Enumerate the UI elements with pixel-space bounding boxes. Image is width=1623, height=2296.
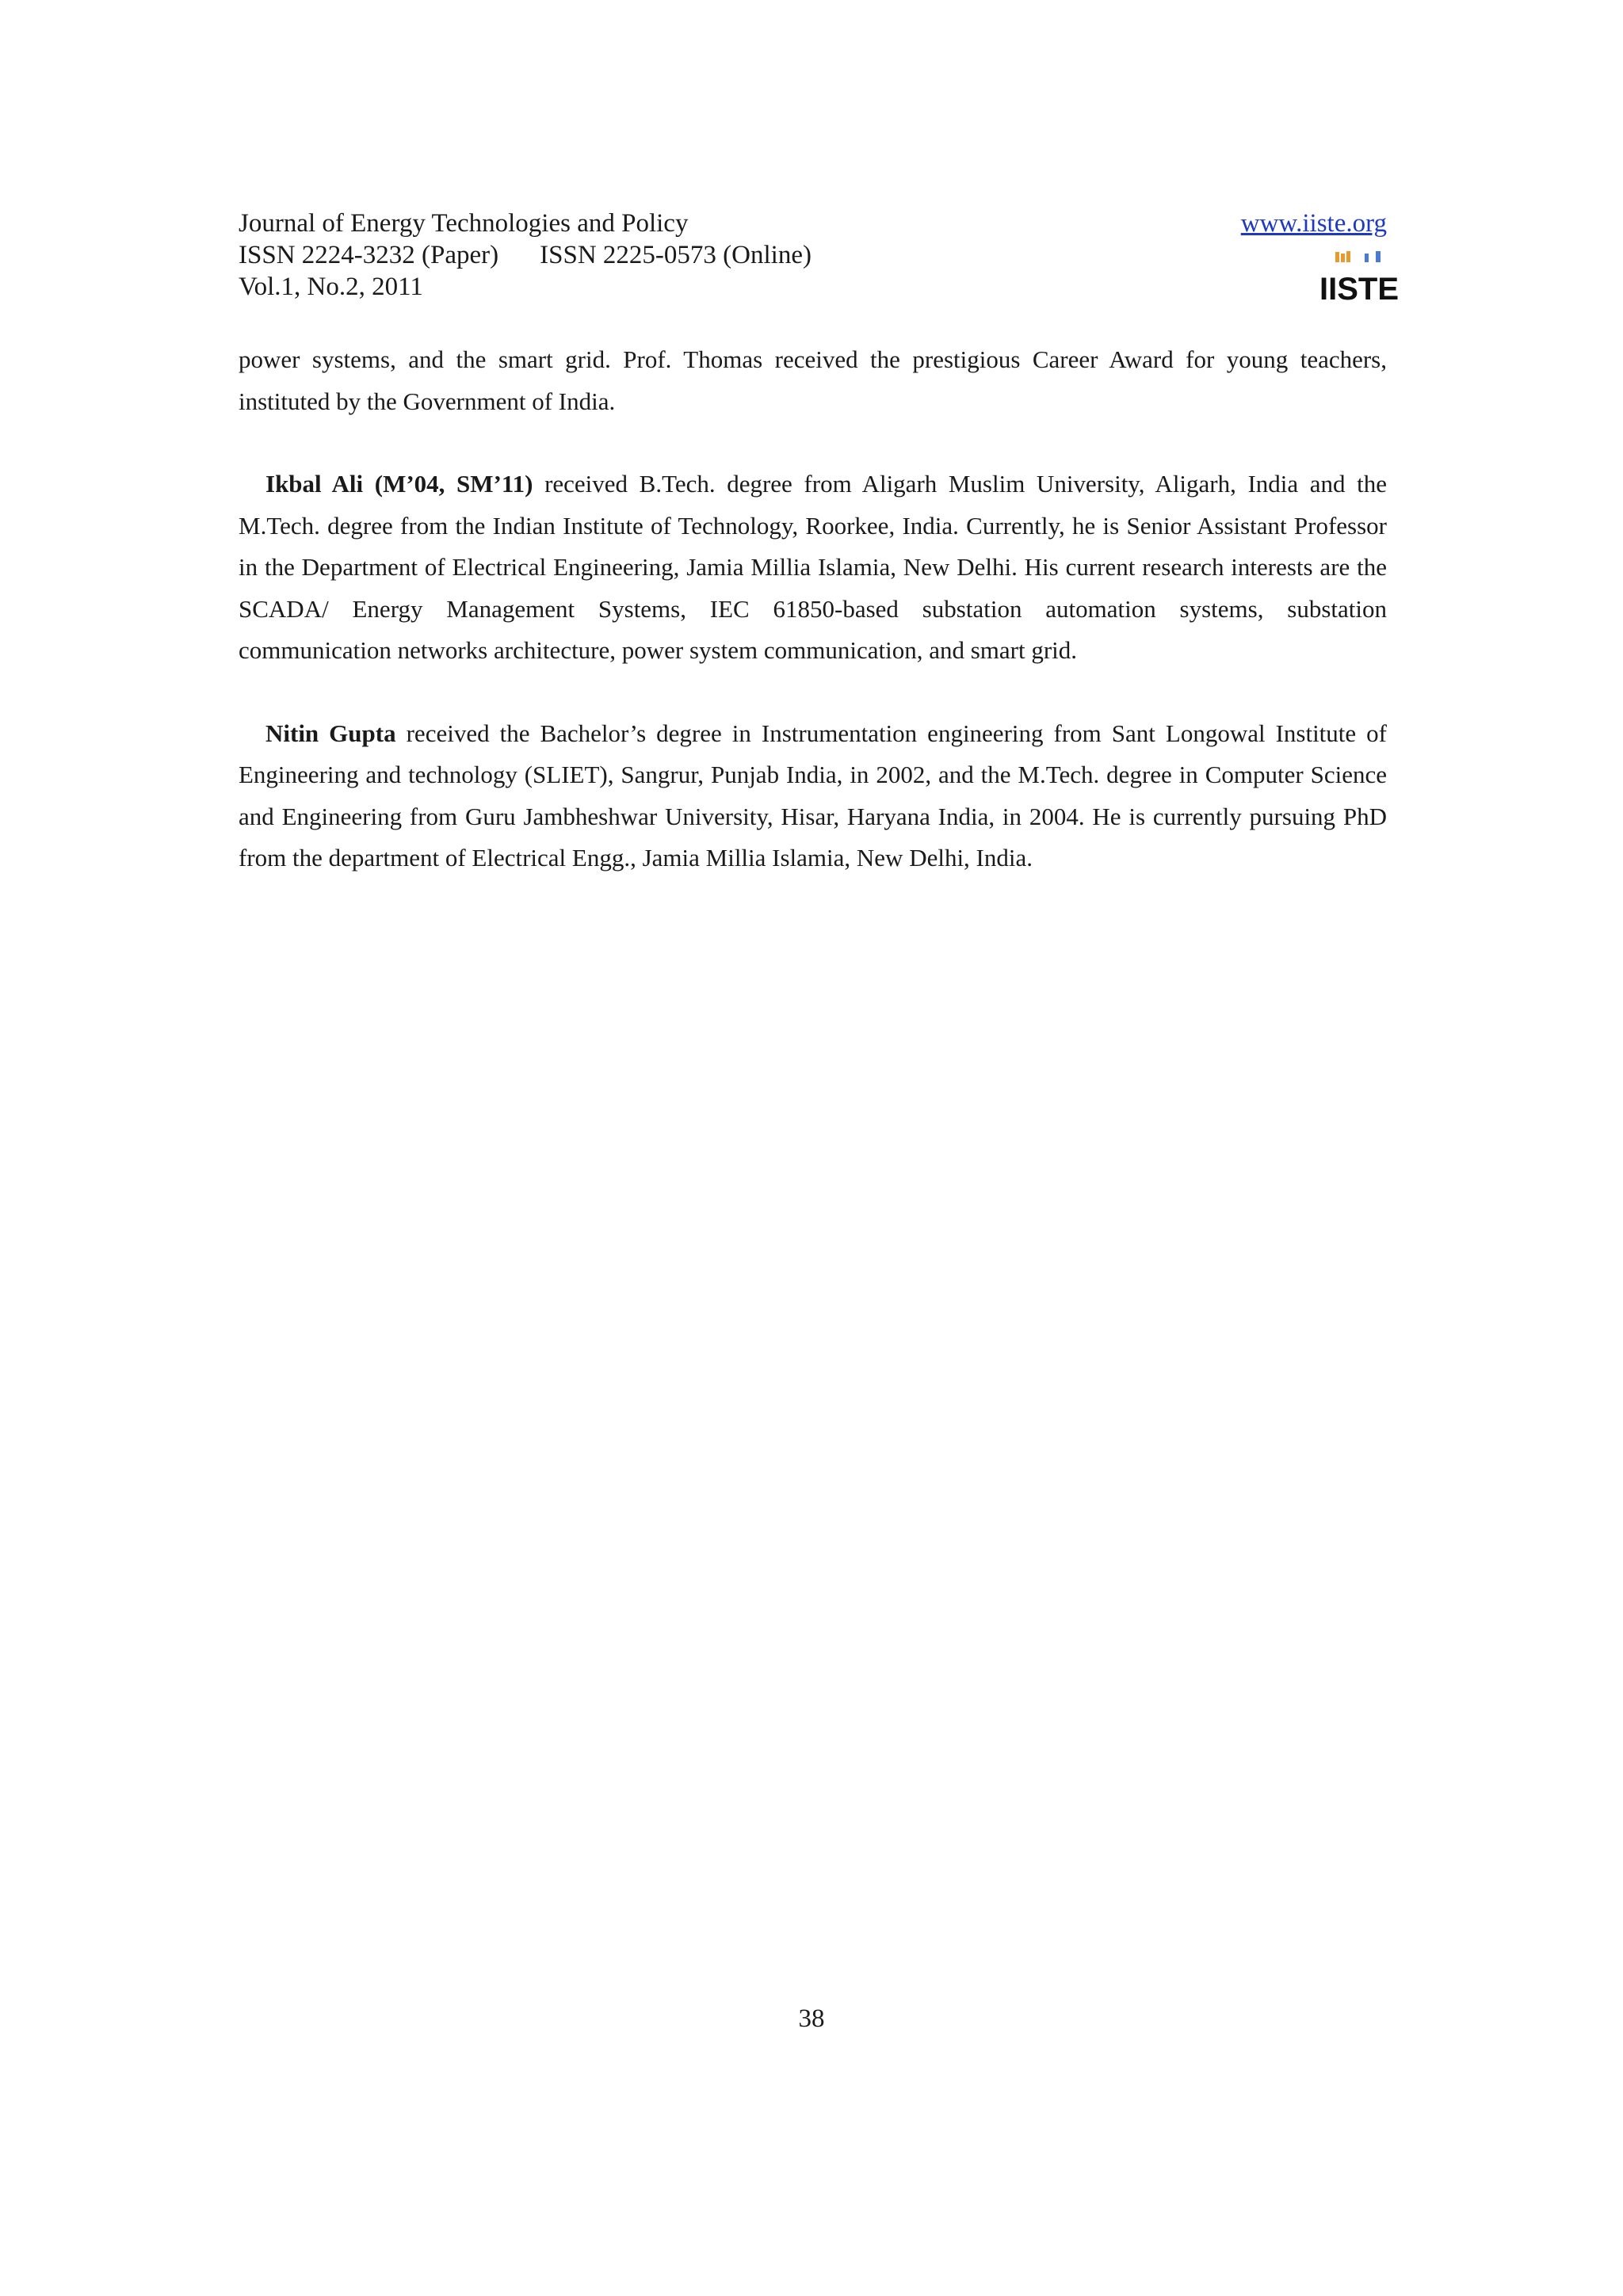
issn-online: ISSN 2225-0573 (Online)	[540, 241, 812, 269]
website-link[interactable]: www.iiste.org	[1240, 209, 1387, 238]
biography-continuation: power systems, and the smart grid. Prof. Thomas received the prestigious Career Award for young teachers, instituted by the Government of India.	[239, 345, 1387, 415]
issn-paper: ISSN 2224-3232 (Paper)	[239, 241, 499, 269]
biography-text: received B.Tech. degree from Aligarh Muslim University, Aligarh, India and the M.Tech. degree from the Indian Institute of Technology, Roorkee, India. Currently, he is Senior Assistant Professor in the Department of Electrical Engineering, Jamia Millia Islamia, New Delhi. His current research interests are the SCADA/ Energy Management Systems, IEC 61850-based substation automation systems, substation communication networks architecture, power system communication, and smart grid.	[239, 470, 1388, 664]
biography-text: received the Bachelor’s degree in Instrumentation engineering from Sant Longowal Institute of Engineering and technology (SLIET), Sangrur, Punjab India, in 2002, and the M.Tech. degree in Computer Science and Engineering from Guru Jambheshwar University, Hisar, Haryana India, in 2004. He is currently pursuing PhD from the department of Electrical Engg., Jamia Millia Islamia, New Delhi, India.	[239, 719, 1387, 871]
biography-section	[239, 339, 1387, 879]
journal-title: Journal of Energy Technologies and Policy	[239, 209, 689, 238]
logo-text: IISTE	[1319, 272, 1400, 307]
page-number: 38	[798, 2004, 825, 2033]
iiste-logo-icon	[1319, 250, 1400, 307]
author-name: Nitin Gupta	[265, 719, 396, 747]
issn-line	[239, 239, 1387, 271]
author-name: Ikbal Ali (M’04, SM’11)	[265, 470, 533, 498]
volume-info: Vol.1, No.2, 2011	[239, 273, 423, 301]
biography-ikbal-ali	[239, 463, 1387, 672]
biography-nitin-gupta	[239, 713, 1387, 879]
journal-header	[239, 208, 1400, 307]
